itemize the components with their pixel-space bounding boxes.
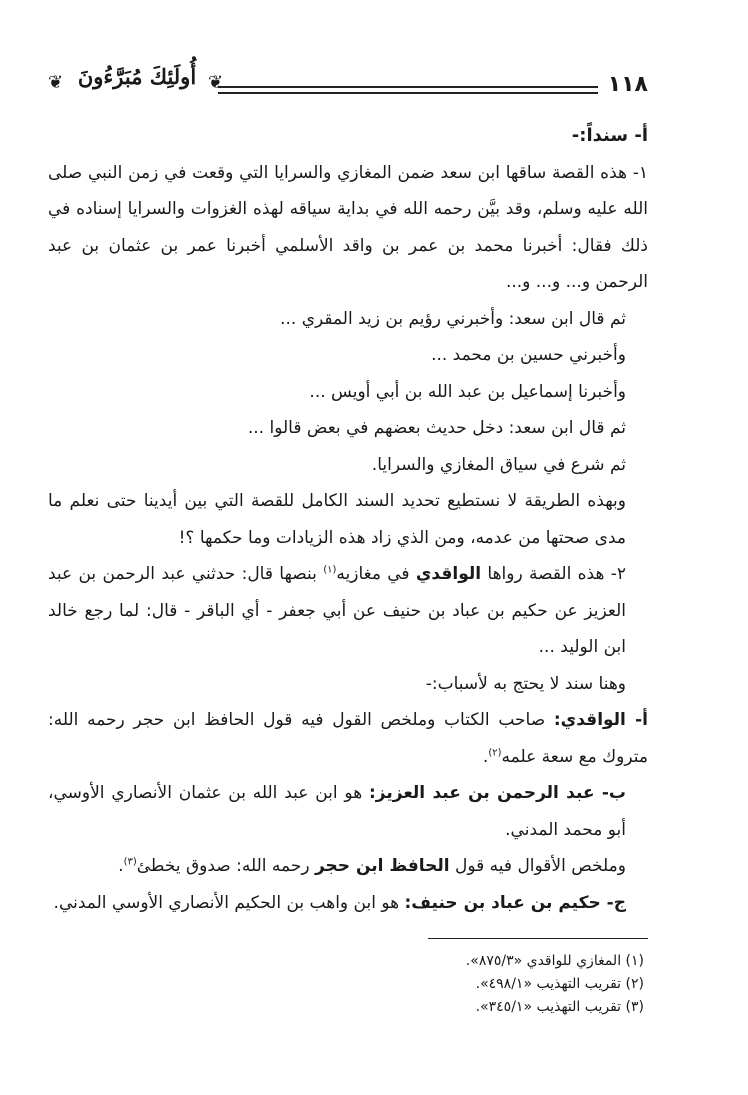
paragraph: [48, 848, 648, 885]
paragraph: ثم قال ابن سعد: وأخبرني رؤيم بن زيد المقري ...: [280, 308, 626, 329]
paragraph: [48, 885, 648, 922]
paragraph: ثم قال ابن سعد: دخل حديث بعضهم في بعض قالوا ...: [247, 418, 626, 438]
paragraph: وأخبرني حسين بن محمد ...: [431, 345, 626, 365]
header-rule-second: [218, 92, 598, 94]
text-run: بنصها قال: حدثني عبد الرحمن بن عبد العزيز عن حكيم بن عباد بن حنيف عن أبي جعفر - أي الباقر - قال: لما رجع خالد ابن الوليد ...: [48, 564, 626, 657]
paragraph: [48, 702, 648, 775]
running-title: أُولَئِكَ مُبَرَّءُونَ: [77, 64, 197, 89]
footnote-separator: [428, 938, 648, 939]
footnotes: [48, 950, 648, 1019]
narrator-name: الحافظ ابن حجر: [314, 856, 450, 876]
footnote: (٢) تقريب التهذيب «٤٩٨/١».: [475, 976, 644, 992]
paragraph: وهنا سند لا يحتج به لأسباب:-: [425, 673, 626, 694]
narrator-label: ج- حكيم بن عباد بن حنيف:: [404, 892, 626, 913]
paragraph: ١- هذه القصة ساقها ابن سعد ضمن المغازي والسرايا التي وقعت في زمن النبي صلى الله عليه وسلم، وقد بيَّن رحمه الله في بداية سياقه لهذه الغزوات والسرايا إسناده في ذلك فقال: أخبرنا محمد بن عمر بن واقد الأسلمي أخبرنا عمر بن عثمان بن عبد الرحمن و... و... و...: [48, 162, 648, 292]
section-heading: أ- سنداً:-: [571, 125, 648, 146]
footnote-ref[interactable]: (١): [323, 564, 337, 576]
text-run: وملخص الأقوال فيه قول: [455, 856, 626, 876]
text-run: في مغازيه: [336, 564, 410, 584]
paragraph: [48, 775, 648, 848]
narrator-name: الواقدي: [415, 564, 482, 584]
paragraph: وأخبرنا إسماعيل بن عبد الله بن أبي أويس ...: [309, 381, 626, 402]
text-run: .: [118, 856, 124, 876]
text-run: رحمه الله: صدوق يخطئ: [136, 856, 310, 876]
paragraph: [48, 556, 648, 666]
header-rule: [218, 86, 598, 88]
page-number: ١١٨: [607, 72, 648, 97]
footnote: (١) المغازي للواقدي «٨٧٥/٣».: [465, 953, 644, 969]
text-run: هو ابن واهب بن الحكيم الأنصاري الأوسي المدني.: [53, 892, 400, 913]
footnote-ref[interactable]: (٣): [123, 856, 137, 868]
text-run: ٢- هذه القصة رواها: [487, 564, 627, 584]
running-header: [48, 62, 648, 106]
text-run: هو ابن عبد الله بن عثمان الأنصاري الأوسي، أبو محمد المدني.: [48, 783, 626, 840]
narrator-label: أ- الواقدي:: [553, 710, 648, 730]
footnote: (٣) تقريب التهذيب «٣٤٥/١».: [475, 999, 644, 1015]
paragraph: وبهذه الطريقة لا نستطيع تحديد السند الكامل للقصة التي بين أيدينا حتى نعلم ما مدى صحتها من عدمه، ومن الذي زاد هذه الزيادات وما حكمها ؟!: [48, 491, 626, 548]
paragraph: ثم شرع في سياق المغازي والسرايا.: [371, 454, 626, 475]
footnote-ref[interactable]: (٢): [488, 746, 502, 758]
body-text: [48, 118, 648, 921]
text-run: صاحب الكتاب وملخص القول فيه قول الحافظ ابن حجر رحمه الله: متروك مع سعة علمه: [48, 710, 648, 767]
ornament-icon: ❦: [48, 72, 64, 93]
text-run: .: [482, 746, 489, 767]
ornament-icon: ❦: [208, 72, 224, 93]
narrator-label: ب- عبد الرحمن بن عبد العزيز:: [368, 783, 627, 803]
